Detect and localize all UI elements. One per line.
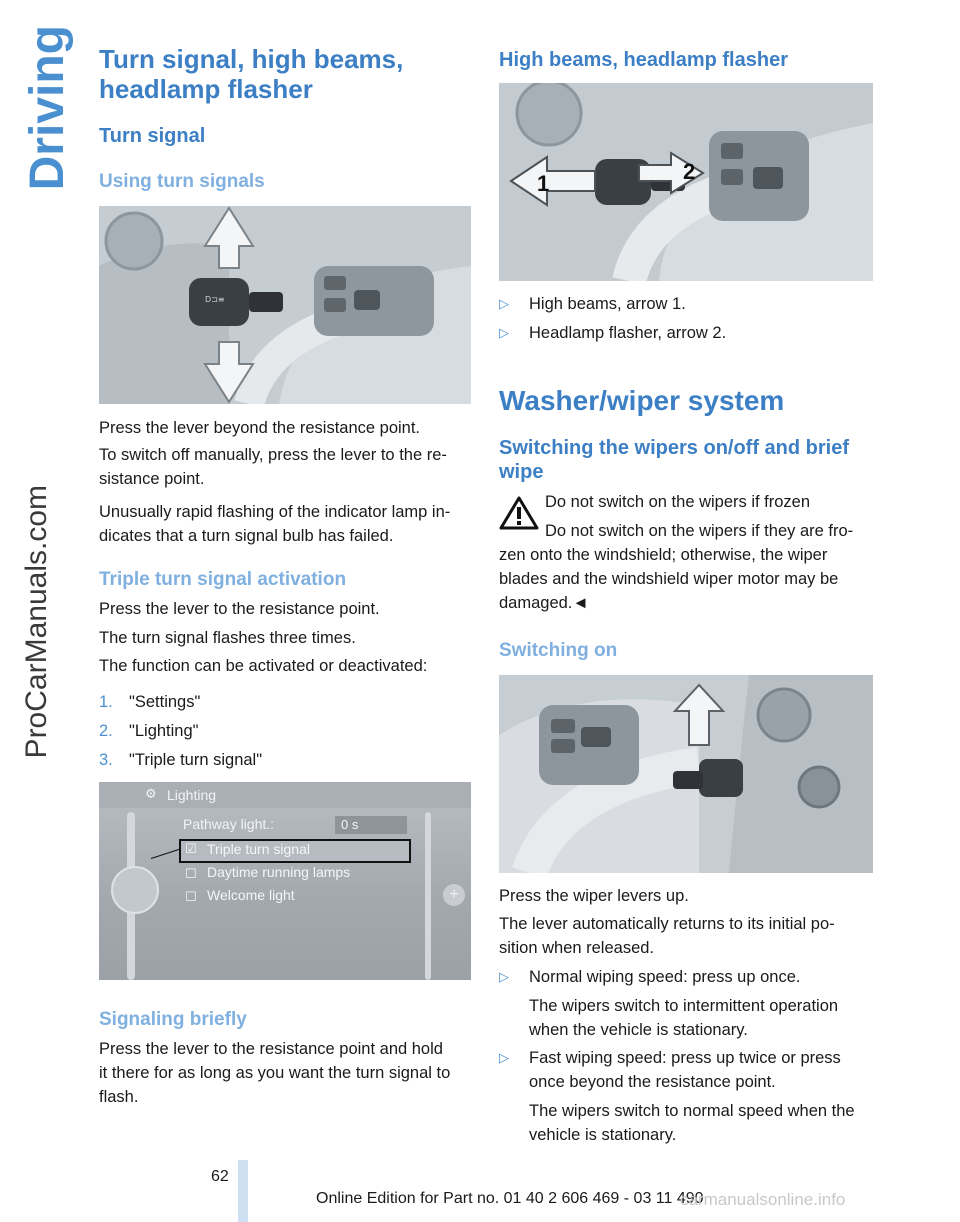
section-turn-signal: Turn signal (99, 125, 206, 147)
triangle-bullet-icon: ▷ (499, 296, 509, 311)
controller-knob-icon (111, 866, 159, 914)
gear-icon: ⚙ (145, 786, 157, 801)
arrow-label-2: 2 (683, 159, 696, 184)
checkbox-icon: ☐ (185, 866, 197, 881)
page-title-line1: Turn signal, high beams, (99, 44, 404, 74)
arrow-label-1: 1 (537, 171, 550, 196)
pathway-label: Pathway light.: (183, 816, 275, 832)
p-switch-off-1: To switch off manually, press the lever to the re- (99, 446, 447, 464)
triangle-bullet-icon: ▷ (499, 969, 509, 984)
plus-icon: + (443, 884, 465, 906)
p-flashes-three: The turn signal flashes three times. (99, 629, 356, 647)
svg-text:D⊐≡: D⊐≡ (205, 295, 225, 304)
section-high-beams: High beams, headlamp flasher (499, 49, 788, 71)
title-washer-wiper: Washer/wiper system (499, 385, 785, 416)
p-signaling-3: flash. (99, 1088, 139, 1106)
bullet-sub-text: The wipers switch to normal speed when the (529, 1102, 855, 1120)
checkbox-checked-icon: ☑ (185, 841, 197, 856)
pointer-line (151, 849, 180, 859)
checkbox-icon: ☐ (185, 889, 197, 904)
screen-item-welcome: Welcome light (207, 887, 295, 903)
p-lever-returns-1: The lever automatically returns to its initial po- (499, 915, 835, 933)
turn-signal-illustration (99, 206, 471, 404)
warning-line-1: Do not switch on the wipers if they are fro- (545, 522, 854, 540)
list-item (499, 292, 873, 316)
p-lever-returns-2: sition when released. (499, 939, 655, 957)
step-text: "Settings" (129, 693, 201, 711)
subsection-using-turn-signals: Using turn signals (99, 171, 265, 192)
bullet-sub-text: The wipers switch to intermittent operation (529, 997, 839, 1015)
subsection-switching-on: Switching on (499, 640, 618, 661)
warning-icon (499, 496, 539, 530)
p-rapid-flash-1: Unusually rapid flashing of the indicator lamp in- (99, 503, 451, 521)
step-item (99, 690, 471, 714)
bullet-text: Normal wiping speed: press up once. (529, 968, 801, 986)
p-rapid-flash-2: dicates that a turn signal bulb has failed. (99, 527, 394, 545)
section-wipers-2: wipe (499, 461, 544, 483)
watermark (20, 485, 60, 1185)
screen-header-title: Lighting (167, 787, 217, 803)
bullet-sub-text: vehicle is stationary. (529, 1126, 677, 1144)
footer-accent-bar (238, 1160, 248, 1222)
screen-right-rail (425, 812, 431, 980)
pathway-value-field (335, 816, 407, 834)
step-text: "Triple turn signal" (129, 751, 263, 769)
chapter-label (20, 24, 80, 190)
list-item (499, 965, 873, 989)
p-signaling-1: Press the lever to the resistance point and hold (99, 1040, 443, 1058)
triangle-bullet-icon: ▷ (499, 325, 509, 340)
watermark-text: ProCarManuals.com (20, 485, 53, 759)
p-switch-off-2: sistance point. (99, 470, 205, 488)
warning-line-4: damaged.◄ (499, 594, 589, 612)
step-item (99, 719, 471, 743)
page-number: 62 (211, 1168, 229, 1185)
chapter-text: Driving (21, 24, 74, 190)
bullet-text-cont: once beyond the resistance point. (529, 1073, 776, 1091)
footer-edition: Online Edition for Part no. 01 40 2 606 469 - 03 11 490 (316, 1190, 704, 1207)
step-item (99, 748, 471, 772)
warning-line-2: zen onto the windshield; otherwise, the wiper (499, 546, 828, 564)
page-title-line2: headlamp flasher (99, 74, 313, 104)
bullet-text: High beams, arrow 1. (529, 295, 686, 313)
section-wipers-1: Switching the wipers on/off and brief (499, 437, 850, 459)
step-text: "Lighting" (129, 722, 199, 740)
wiper-lever-photo (499, 675, 873, 873)
idrive-lighting-screen (99, 782, 471, 980)
warning-title: Do not switch on the wipers if frozen (545, 493, 811, 511)
bullet-sub-text: when the vehicle is stationary. (529, 1021, 748, 1039)
pathway-value: 0 s (341, 817, 359, 832)
high-beams-photo (499, 83, 873, 281)
p-function-activated: The function can be activated or deactivated: (99, 657, 428, 675)
screen-item-daytime: Daytime running lamps (207, 864, 351, 880)
subsection-triple-turn: Triple turn signal activation (99, 569, 347, 590)
triangle-bullet-icon: ▷ (499, 1050, 509, 1065)
warning-line-3: blades and the windshield wiper motor may be (499, 570, 839, 588)
step-number: 2. (99, 722, 113, 740)
step-number: 3. (99, 751, 113, 769)
list-item (499, 321, 873, 345)
step-number: 1. (99, 693, 113, 711)
subsection-signaling-briefly: Signaling briefly (99, 1009, 247, 1030)
bullet-text: Fast wiping speed: press up twice or press (529, 1049, 841, 1067)
screen-item-triple: Triple turn signal (207, 841, 310, 857)
footer-site-watermark: carmanualsonline.info (680, 1190, 846, 1209)
p-press-wiper-up: Press the wiper levers up. (499, 887, 689, 905)
wiper-lever-illustration (499, 675, 873, 873)
list-item (499, 1046, 873, 1070)
p-signaling-2: it there for as long as you want the turn signal to (99, 1064, 451, 1082)
p-press-to-resistance: Press the lever to the resistance point. (99, 600, 380, 618)
p-press-beyond: Press the lever beyond the resistance point. (99, 419, 421, 437)
turn-signal-lever-photo (99, 206, 471, 404)
bullet-text: Headlamp flasher, arrow 2. (529, 324, 727, 342)
